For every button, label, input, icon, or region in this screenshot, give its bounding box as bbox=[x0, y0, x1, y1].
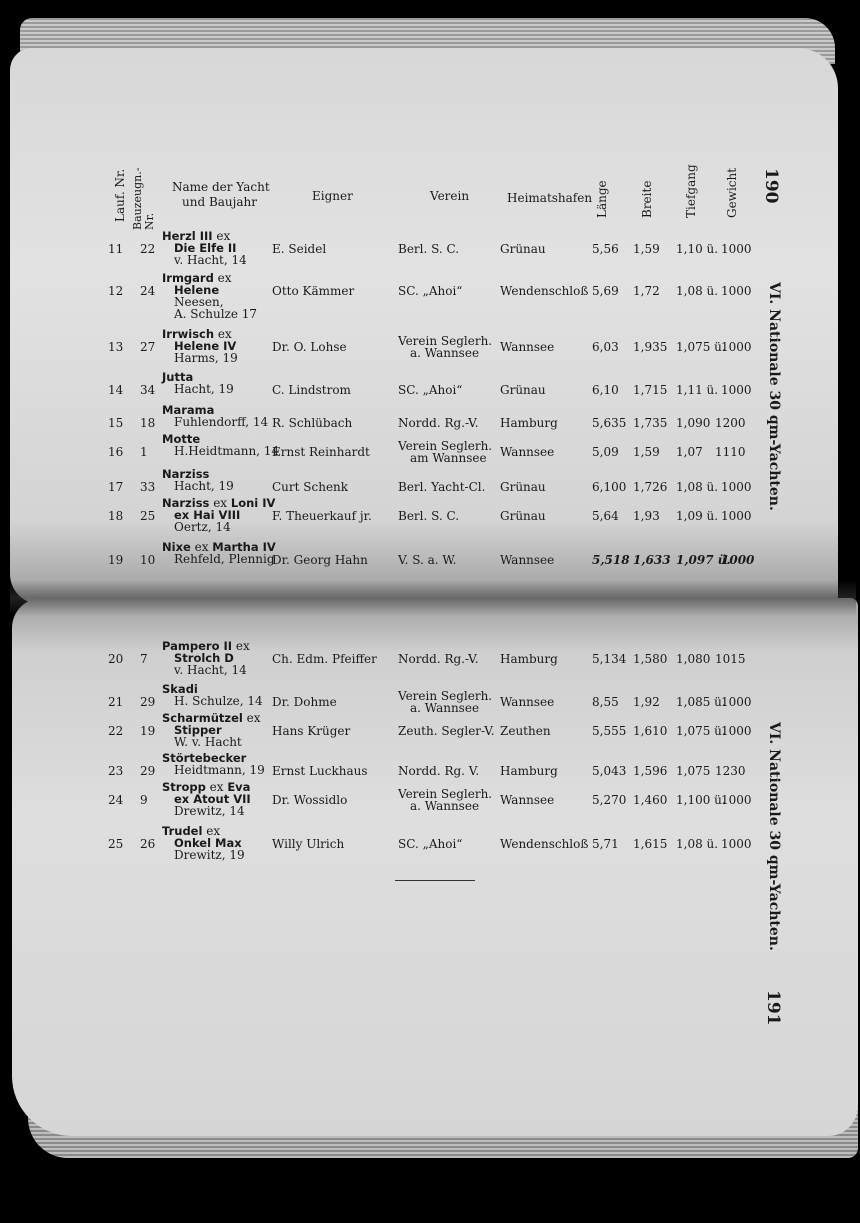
row-bauzeugn-nr: 29 bbox=[140, 764, 156, 778]
header-eigner: Eigner bbox=[312, 189, 353, 203]
row-verein: Berl. Yacht-Cl. bbox=[398, 480, 486, 494]
row-heimatshafen: Grünau bbox=[500, 509, 546, 523]
row-yacht-name: Irmgard bbox=[162, 271, 214, 285]
row-builder-year: Harms, 19 bbox=[174, 351, 238, 365]
row-breite: 1,596 bbox=[633, 764, 668, 778]
row-bauzeugn-nr: 27 bbox=[140, 340, 156, 354]
row-breite: 1,92 bbox=[633, 695, 660, 709]
row-lauf-nr: 13 bbox=[108, 340, 124, 354]
row-builder-year: Rehfeld, Plennig bbox=[174, 552, 275, 566]
row-builder-year: Hacht, 19 bbox=[174, 382, 234, 396]
row-yacht-former-name: Stipper bbox=[174, 723, 222, 737]
page-191 bbox=[12, 598, 858, 1136]
row-laenge: 5,09 bbox=[592, 445, 619, 459]
row-verein: Verein Seglerh. bbox=[398, 689, 493, 703]
header-bauzeugn: Bauzeugn.- Nr. bbox=[131, 167, 156, 230]
side-title-bottom: VI. Nationale 30 qm-Yachten. bbox=[766, 722, 782, 951]
row-breite: 1,633 bbox=[633, 553, 671, 567]
row-laenge: 5,64 bbox=[592, 509, 619, 523]
row-tiefgang: 1,085 ü. bbox=[676, 695, 726, 709]
row-heimatshafen: Hamburg bbox=[500, 652, 558, 666]
row-gewicht: 1000 bbox=[721, 724, 752, 738]
header-heimatshafen: Heimatshafen bbox=[507, 191, 593, 205]
row-laenge: 5,69 bbox=[592, 284, 619, 298]
row-tiefgang: 1,08 ü. bbox=[676, 480, 719, 494]
row-lauf-nr: 25 bbox=[108, 837, 124, 851]
row-yacht-ex: ex bbox=[209, 496, 231, 510]
row-breite: 1,59 bbox=[633, 242, 660, 256]
end-rule bbox=[395, 880, 475, 881]
row-eigner: Dr. Wossidlo bbox=[272, 793, 348, 807]
row-tiefgang: 1,100 ü. bbox=[676, 793, 726, 807]
row-builder-year: Hacht, 19 bbox=[174, 479, 234, 493]
row-eigner: Willy Ulrich bbox=[272, 837, 345, 851]
row-builder-year: H.Heidtmann, 14 bbox=[174, 444, 280, 458]
row-heimatshafen: Wannsee bbox=[500, 553, 555, 567]
row-yacht-name: Narziss bbox=[162, 496, 210, 510]
row-builder-year: v. Hacht, 14 bbox=[174, 663, 247, 677]
row-gewicht: 1000 bbox=[721, 242, 752, 256]
row-heimatshafen: Wannsee bbox=[500, 793, 555, 807]
row-yacht-ex: ex bbox=[212, 229, 231, 243]
row-eigner: Ch. Edm. Pfeiffer bbox=[272, 652, 377, 666]
row-bauzeugn-nr: 24 bbox=[140, 284, 156, 298]
row-eigner: Dr. Dohme bbox=[272, 695, 337, 709]
row-verein-2: am Wannsee bbox=[410, 451, 487, 465]
header-verein: Verein bbox=[430, 189, 470, 203]
row-gewicht: 1015 bbox=[715, 652, 746, 666]
row-eigner: R. Schlübach bbox=[272, 416, 353, 430]
row-lauf-nr: 23 bbox=[108, 764, 124, 778]
row-eigner: C. Lindstrom bbox=[272, 383, 351, 397]
row-eigner: E. Seidel bbox=[272, 242, 327, 256]
row-eigner: Ernst Reinhardt bbox=[272, 445, 370, 459]
row-lauf-nr: 15 bbox=[108, 416, 124, 430]
row-bauzeugn-nr: 25 bbox=[140, 509, 156, 523]
row-yacht-name: Narziss bbox=[162, 467, 210, 481]
row-bauzeugn-nr: 22 bbox=[140, 242, 156, 256]
row-tiefgang: 1,090 bbox=[676, 416, 711, 430]
row-bauzeugn-nr: 34 bbox=[140, 383, 156, 397]
row-tiefgang: 1,075 bbox=[676, 764, 711, 778]
row-tiefgang: 1,09 ü. bbox=[676, 509, 719, 523]
row-verein: Nordd. Rg. V. bbox=[398, 764, 480, 778]
row-tiefgang: 1,097 ü. bbox=[676, 553, 731, 567]
row-yacht-name: Stropp bbox=[162, 780, 206, 794]
row-bauzeugn-nr: 1 bbox=[140, 445, 148, 459]
row-heimatshafen: Wendenschloß bbox=[500, 837, 589, 851]
row-yacht-former-name: Strolch D bbox=[174, 651, 234, 665]
row-laenge: 5,518 bbox=[592, 553, 630, 567]
row-yacht-former-name: Helene IV bbox=[174, 339, 237, 353]
row-gewicht: 1000 bbox=[721, 509, 752, 523]
header-laenge: Länge bbox=[595, 180, 609, 218]
row-bauzeugn-nr: 18 bbox=[140, 416, 156, 430]
row-yacht-name: Skadi bbox=[162, 682, 198, 696]
row-breite: 1,715 bbox=[633, 383, 668, 397]
row-yacht-former-name: Martha IV bbox=[212, 540, 276, 554]
row-laenge: 6,03 bbox=[592, 340, 619, 354]
row-laenge: 5,270 bbox=[592, 793, 627, 807]
row-bauzeugn-nr: 10 bbox=[140, 553, 156, 567]
row-verein-2: a. Wannsee bbox=[410, 799, 480, 813]
header-gewicht: Gewicht bbox=[725, 167, 739, 218]
row-yacht-name: Pampero II bbox=[162, 639, 233, 653]
row-laenge: 5,71 bbox=[592, 837, 619, 851]
row-verein: Verein Seglerh. bbox=[398, 439, 493, 453]
row-bauzeugn-nr: 7 bbox=[140, 652, 148, 666]
row-heimatshafen: Grünau bbox=[500, 480, 546, 494]
row-verein: SC. „Ahoi“ bbox=[398, 284, 463, 298]
row-tiefgang: 1,10 ü. bbox=[676, 242, 719, 256]
row-breite: 1,726 bbox=[633, 480, 668, 494]
row-lauf-nr: 21 bbox=[108, 695, 124, 709]
row-builder-year: Heidtmann, 19 bbox=[174, 763, 265, 777]
row-bauzeugn-nr: 19 bbox=[140, 724, 156, 738]
row-heimatshafen: Wannsee bbox=[500, 445, 555, 459]
row-yacht-ex: ex bbox=[190, 540, 213, 554]
row-tiefgang: 1,08 ü. bbox=[676, 284, 719, 298]
row-yacht-name: Irrwisch bbox=[162, 327, 215, 341]
row-eigner: F. Theuerkauf jr. bbox=[272, 509, 372, 523]
side-title-top: VI. Nationale 30 qm-Yachten. bbox=[766, 282, 782, 511]
row-heimatshafen: Hamburg bbox=[500, 416, 558, 430]
row-verein: Verein Seglerh. bbox=[398, 787, 493, 801]
header-breite: Breite bbox=[640, 180, 654, 218]
row-heimatshafen: Grünau bbox=[500, 383, 546, 397]
row-lauf-nr: 22 bbox=[108, 724, 124, 738]
row-verein: Berl. S. C. bbox=[398, 242, 460, 256]
header-name-1: Name der Yacht bbox=[172, 180, 270, 194]
row-builder-year-2: A. Schulze 17 bbox=[174, 307, 258, 321]
row-yacht-name: Motte bbox=[162, 432, 201, 446]
row-gewicht: 1000 bbox=[721, 793, 752, 807]
page-number-bottom: 191 bbox=[763, 990, 783, 1026]
row-bauzeugn-nr: 26 bbox=[140, 837, 156, 851]
row-yacht-name: Nixe bbox=[162, 540, 191, 554]
row-yacht-ex: ex bbox=[214, 327, 232, 341]
row-gewicht: 1000 bbox=[721, 553, 755, 567]
row-eigner: Ernst Luckhaus bbox=[272, 764, 368, 778]
row-lauf-nr: 16 bbox=[108, 445, 124, 459]
row-yacht-ex: ex bbox=[202, 824, 221, 838]
row-verein: Zeuth. Segler-V. bbox=[398, 724, 495, 738]
row-gewicht: 1200 bbox=[715, 416, 746, 430]
row-laenge: 6,10 bbox=[592, 383, 619, 397]
row-eigner: Curt Schenk bbox=[272, 480, 349, 494]
row-verein: Berl. S. C. bbox=[398, 509, 460, 523]
row-gewicht: 1000 bbox=[721, 383, 752, 397]
row-builder-year: Oertz, 14 bbox=[174, 520, 231, 534]
row-lauf-nr: 12 bbox=[108, 284, 124, 298]
row-yacht-former-name: Loni IV bbox=[230, 496, 276, 510]
row-laenge: 5,043 bbox=[592, 764, 627, 778]
row-yacht-name: Scharmützel bbox=[162, 711, 243, 725]
row-verein: V. S. a. W. bbox=[398, 553, 457, 567]
book-gutter bbox=[10, 580, 856, 616]
row-bauzeugn-nr: 29 bbox=[140, 695, 156, 709]
row-yacht-ex: ex bbox=[232, 639, 250, 653]
row-breite: 1,935 bbox=[633, 340, 668, 354]
row-bauzeugn-nr: 9 bbox=[140, 793, 148, 807]
row-heimatshafen: Wendenschloß bbox=[500, 284, 589, 298]
row-lauf-nr: 24 bbox=[108, 793, 124, 807]
row-laenge: 5,134 bbox=[592, 652, 627, 666]
row-gewicht: 1110 bbox=[715, 445, 746, 459]
row-eigner: Otto Kämmer bbox=[272, 284, 355, 298]
row-yacht-former-name: ex Atout VII bbox=[174, 792, 251, 806]
row-lauf-nr: 14 bbox=[108, 383, 124, 397]
row-yacht-former-name: Helene bbox=[174, 283, 220, 297]
row-tiefgang: 1,11 ü. bbox=[676, 383, 719, 397]
row-gewicht: 1000 bbox=[721, 340, 752, 354]
row-verein: SC. „Ahoi“ bbox=[398, 383, 463, 397]
row-laenge: 5,555 bbox=[592, 724, 627, 738]
row-yacht-former-name: Onkel Max bbox=[174, 836, 242, 850]
row-lauf-nr: 11 bbox=[108, 242, 124, 256]
row-eigner: Dr. Georg Hahn bbox=[272, 553, 368, 567]
row-breite: 1,580 bbox=[633, 652, 668, 666]
header-name-2: und Baujahr bbox=[182, 195, 257, 209]
row-lauf-nr: 18 bbox=[108, 509, 124, 523]
row-verein: Nordd. Rg.-V. bbox=[398, 416, 479, 430]
header-lauf: Lauf. Nr. bbox=[113, 168, 127, 222]
row-yacht-former-name: Eva bbox=[227, 780, 251, 794]
row-builder-year: v. Hacht, 14 bbox=[174, 253, 247, 267]
row-eigner: Dr. O. Lohse bbox=[272, 340, 347, 354]
row-laenge: 5,635 bbox=[592, 416, 627, 430]
row-eigner: Hans Krüger bbox=[272, 724, 351, 738]
header-tiefgang: Tiefgang bbox=[684, 164, 698, 218]
row-verein-2: a. Wannsee bbox=[410, 701, 480, 715]
row-heimatshafen: Grünau bbox=[500, 242, 546, 256]
row-heimatshafen: Wannsee bbox=[500, 695, 555, 709]
row-verein: Nordd. Rg.-V. bbox=[398, 652, 479, 666]
row-gewicht: 1000 bbox=[721, 284, 752, 298]
row-laenge: 8,55 bbox=[592, 695, 619, 709]
row-bauzeugn-nr: 33 bbox=[140, 480, 156, 494]
row-tiefgang: 1,075 ü. bbox=[676, 724, 726, 738]
row-tiefgang: 1,075 ü. bbox=[676, 340, 726, 354]
row-tiefgang: 1,07 bbox=[676, 445, 703, 459]
row-lauf-nr: 17 bbox=[108, 480, 124, 494]
row-gewicht: 1000 bbox=[721, 837, 752, 851]
row-gewicht: 1230 bbox=[715, 764, 746, 778]
row-verein: SC. „Ahoi“ bbox=[398, 837, 463, 851]
row-breite: 1,735 bbox=[633, 416, 668, 430]
row-yacht-ex: ex bbox=[213, 271, 232, 285]
row-lauf-nr: 20 bbox=[108, 652, 124, 666]
row-gewicht: 1000 bbox=[721, 480, 752, 494]
row-builder-year: H. Schulze, 14 bbox=[174, 694, 263, 708]
row-yacht-former-name: Die Elfe II bbox=[174, 241, 237, 255]
row-yacht-name: Störtebecker bbox=[162, 751, 247, 765]
row-builder-year: Neesen, bbox=[174, 295, 224, 309]
row-yacht-name: Jutta bbox=[162, 370, 194, 384]
row-heimatshafen: Wannsee bbox=[500, 340, 555, 354]
row-builder-year: W. v. Hacht bbox=[174, 735, 242, 749]
row-yacht-former-name: ex Hai VIII bbox=[174, 508, 241, 522]
row-yacht-name: Herzl III bbox=[162, 229, 213, 243]
row-tiefgang: 1,080 bbox=[676, 652, 711, 666]
row-breite: 1,72 bbox=[633, 284, 660, 298]
row-builder-year: Drewitz, 19 bbox=[174, 848, 245, 862]
row-heimatshafen: Hamburg bbox=[500, 764, 558, 778]
row-yacht-name: Marama bbox=[162, 403, 215, 417]
row-yacht-ex: ex bbox=[242, 711, 261, 725]
row-builder-year: Fuhlendorff, 14 bbox=[174, 415, 269, 429]
row-breite: 1,460 bbox=[633, 793, 668, 807]
row-verein-2: a. Wannsee bbox=[410, 346, 480, 360]
row-yacht-ex: ex bbox=[205, 780, 228, 794]
row-gewicht: 1000 bbox=[721, 695, 752, 709]
row-breite: 1,615 bbox=[633, 837, 668, 851]
row-heimatshafen: Zeuthen bbox=[500, 724, 551, 738]
row-laenge: 5,56 bbox=[592, 242, 619, 256]
row-tiefgang: 1,08 ü. bbox=[676, 837, 719, 851]
row-lauf-nr: 19 bbox=[108, 553, 124, 567]
row-breite: 1,610 bbox=[633, 724, 668, 738]
row-breite: 1,93 bbox=[633, 509, 660, 523]
row-verein: Verein Seglerh. bbox=[398, 334, 493, 348]
row-laenge: 6,100 bbox=[592, 480, 627, 494]
row-yacht-name: Trudel bbox=[162, 824, 203, 838]
row-breite: 1,59 bbox=[633, 445, 660, 459]
row-builder-year: Drewitz, 14 bbox=[174, 804, 245, 818]
page-number-top: 190 bbox=[761, 168, 781, 204]
